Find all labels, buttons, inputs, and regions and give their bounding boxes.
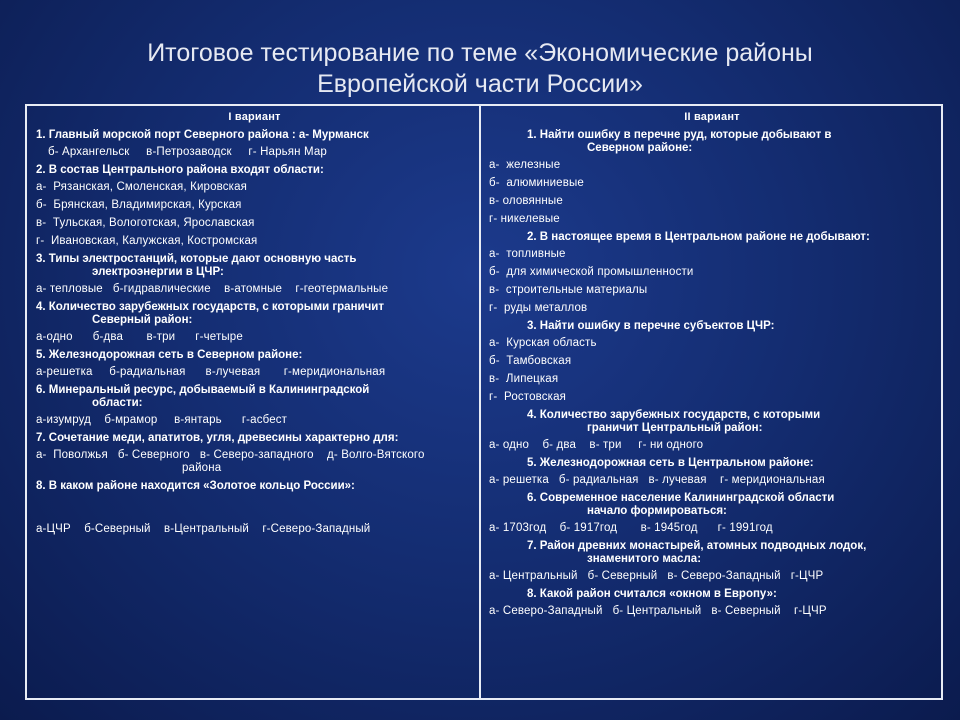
answer-options-text: в- Тульская, Вологотская, Ярославская: [36, 217, 255, 229]
slide-title: [0, 38, 960, 100]
answer-options-text: а- Северо-Западный б- Центральный в- Северный г-ЦЧР: [489, 605, 827, 617]
question: [36, 382, 473, 412]
question-text: 6. Современное население Калининградской области: [527, 492, 835, 504]
text-continuation: Северный район:: [92, 314, 193, 326]
question: [489, 586, 935, 603]
answer-options: [489, 246, 935, 264]
question: [489, 318, 935, 335]
answer-options: [489, 193, 935, 211]
question-text: 7. Район древних монастырей, атомных подводных лодок,: [527, 540, 867, 552]
answer-options: [489, 335, 935, 353]
answer-options-text: г- Ивановская, Калужская, Костромская: [36, 235, 258, 247]
question: [489, 229, 935, 246]
answer-options-text: а-ЦЧР б-Северный в-Центральный г-Северо-Западный: [36, 523, 371, 535]
answer-options-text: в- строительные материалы: [489, 284, 648, 296]
answer-options: [489, 389, 935, 407]
answer-options: [489, 603, 935, 621]
text-continuation: Северном районе:: [587, 142, 693, 154]
answer-options: [36, 215, 473, 233]
question-text: 1. Главный морской порт Северного района : а- Мурманск: [36, 129, 369, 141]
question: [36, 478, 473, 495]
question-text: 4. Количество зарубежных государств, с которыми: [527, 409, 821, 421]
text-continuation: электроэнергии в ЦЧР:: [92, 266, 224, 278]
answer-options-text: б- алюминиевые: [489, 177, 584, 189]
question-text: 5. Железнодорожная сеть в Северном районе:: [36, 349, 303, 361]
question-text: 8. Какой район считался «окном в Европу»:: [527, 588, 777, 600]
answer-options-text: в- оловянные: [489, 195, 563, 207]
answer-options-text: а- тепловые б-гидравлические в-атомные г-геотермальные: [36, 283, 389, 295]
answer-options-text: а- Курская область: [489, 337, 597, 349]
answer-options: [489, 437, 935, 455]
question: [36, 430, 473, 447]
answer-options-text: а- Поволжья б- Северного в- Северо-западного д- Волго-Вятского: [36, 449, 425, 461]
answer-options-text: а- 1703год б- 1917год в- 1945год г- 1991год: [489, 522, 773, 534]
text-continuation: области:: [92, 397, 143, 409]
answer-options: [489, 282, 935, 300]
question-text: 1. Найти ошибку в перечне руд, которые добывают в: [527, 129, 832, 141]
variant-1-column: [27, 106, 481, 698]
answer-options: [489, 371, 935, 389]
answer-options-text: а- топливные: [489, 248, 566, 260]
test-table: [25, 104, 943, 700]
answer-options: [489, 175, 935, 193]
variant-1-header: I вариант: [228, 111, 281, 123]
question: [36, 299, 473, 329]
question: [489, 538, 935, 568]
answer-options-text: б- для химической промышленности: [489, 266, 694, 278]
question: [489, 127, 935, 157]
question: [489, 455, 935, 472]
answer-options: [36, 521, 473, 539]
question-text: 5. Железнодорожная сеть в Центральном районе:: [527, 457, 814, 469]
answer-options-text: а- Рязанская, Смоленская, Кировская: [36, 181, 248, 193]
question: [36, 251, 473, 281]
answer-options-text: б- Тамбовская: [489, 355, 572, 367]
question-text: 3. Найти ошибку в перечне субъектов ЦЧР:: [527, 320, 775, 332]
answer-options-text: б- Архангельск в-Петрозаводск г- Нарьян Мар: [48, 146, 327, 158]
answer-options: [36, 329, 473, 347]
answer-options: [489, 211, 935, 229]
question: [36, 162, 473, 179]
answer-options-text: а-решетка б-радиальная в-лучевая г-меридиональная: [36, 366, 386, 378]
question-text: 7. Сочетание меди, апатитов, угля, древесины характерно для:: [36, 432, 399, 444]
question: [489, 490, 935, 520]
answer-options-text: г- Ростовская: [489, 391, 566, 403]
text-continuation: начало формироваться:: [587, 505, 727, 517]
answer-options-text: а-одно б-два в-три г-четыре: [36, 331, 243, 343]
answer-options-text: в- Липецкая: [489, 373, 559, 385]
answer-options: [489, 157, 935, 175]
answer-options-text: г- никелевые: [489, 213, 560, 225]
answer-options: [36, 412, 473, 430]
spacer: [36, 495, 473, 521]
text-continuation: знаменитого масла:: [587, 553, 702, 565]
answer-options: [489, 353, 935, 371]
answer-options-text: б- Брянская, Владимирская, Курская: [36, 199, 242, 211]
answer-options-text: а- железные: [489, 159, 561, 171]
question-text: 2. В состав Центрального района входят области:: [36, 164, 324, 176]
answer-options: [36, 233, 473, 251]
answer-options: [36, 281, 473, 299]
answer-options-text: а- Центральный б- Северный в- Северо-Западный г-ЦЧР: [489, 570, 824, 582]
question-text: 2. В настоящее время в Центральном районе не добывают:: [527, 231, 870, 243]
answer-options: [489, 264, 935, 282]
variant-2-header: II вариант: [684, 111, 740, 123]
text-continuation: района: [182, 462, 222, 474]
answer-options-text: а- одно б- два в- три г- ни одного: [489, 439, 704, 451]
slide-title-line-2: Европейской части России»: [317, 70, 643, 98]
variant-2-content: [481, 106, 941, 621]
answer-options: [489, 568, 935, 586]
answer-options: [489, 520, 935, 538]
answer-options: [36, 364, 473, 382]
question-text: 4. Количество зарубежных государств, с которыми граничит: [36, 301, 384, 313]
answer-options-text: г- руды металлов: [489, 302, 588, 314]
answer-options-text: а- решетка б- радиальная в- лучевая г- меридиональная: [489, 474, 825, 486]
answer-options: [36, 447, 473, 478]
answer-options: [36, 197, 473, 215]
question: [36, 347, 473, 364]
text-continuation: граничит Центральный район:: [587, 422, 763, 434]
question: [489, 407, 935, 437]
question-text: 8. В каком районе находится «Золотое кольцо России»:: [36, 480, 355, 492]
variant-1-content: [27, 106, 479, 539]
variant-2-column: [481, 106, 941, 698]
slide-title-line-1: Итоговое тестирование по теме «Экономические районы: [147, 39, 813, 67]
answer-options: [489, 472, 935, 490]
answer-options: [36, 179, 473, 197]
question-text: 6. Минеральный ресурс, добываемый в Калининградской: [36, 384, 370, 396]
answer-options: [489, 300, 935, 318]
question-text: 3. Типы электростанций, которые дают основную часть: [36, 253, 357, 265]
answer-options-text: а-изумруд б-мрамор в-янтарь г-асбест: [36, 414, 288, 426]
question: [36, 127, 473, 144]
answer-options: [36, 144, 473, 162]
